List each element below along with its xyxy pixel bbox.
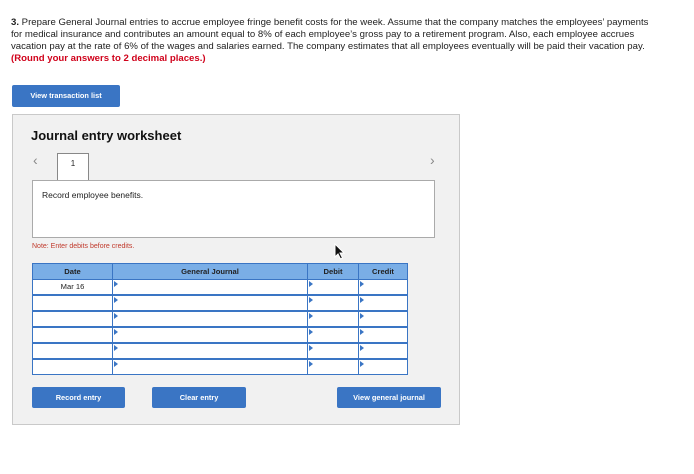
cell-marker-icon xyxy=(360,313,364,319)
debit-input[interactable] xyxy=(308,312,358,326)
cell-marker-icon xyxy=(114,329,118,335)
general-journal-input[interactable] xyxy=(113,296,307,310)
cell-marker-icon xyxy=(360,345,364,351)
question-number: 3. xyxy=(11,17,20,28)
credit-input[interactable] xyxy=(359,360,407,374)
date-cell[interactable] xyxy=(33,312,112,326)
date-cell[interactable] xyxy=(33,328,112,342)
cell-marker-icon xyxy=(309,313,313,319)
general-journal-input[interactable] xyxy=(113,280,307,294)
cell-marker-icon xyxy=(309,281,313,287)
cell-marker-icon xyxy=(360,329,364,335)
credit-input[interactable] xyxy=(359,312,407,326)
credit-input[interactable] xyxy=(359,296,407,310)
chevron-left-icon[interactable]: ‹ xyxy=(33,152,38,168)
view-general-journal-button[interactable]: View general journal xyxy=(337,387,441,408)
tab-1[interactable]: 1 xyxy=(57,153,89,180)
question-text xyxy=(11,17,651,65)
rounding-instruction: (Round your answers to 2 decimal places.) xyxy=(11,53,206,64)
credit-input[interactable] xyxy=(359,344,407,358)
general-journal-input[interactable] xyxy=(113,328,307,342)
cell-marker-icon xyxy=(309,329,313,335)
cell-marker-icon xyxy=(360,297,364,303)
date-cell[interactable] xyxy=(33,360,112,374)
chevron-right-icon[interactable]: › xyxy=(430,152,435,168)
header-debit: Debit xyxy=(308,264,358,279)
header-date: Date xyxy=(33,264,112,279)
header-credit: Credit xyxy=(359,264,407,279)
cell-marker-icon xyxy=(114,361,118,367)
cell-marker-icon xyxy=(360,281,364,287)
debit-credit-note: Note: Enter debits before credits. xyxy=(32,243,135,250)
cell-marker-icon xyxy=(114,281,118,287)
cell-marker-icon xyxy=(114,345,118,351)
credit-input[interactable] xyxy=(359,328,407,342)
date-cell-value: Mar 16 xyxy=(60,282,85,291)
view-transaction-list-button[interactable]: View transaction list xyxy=(12,85,120,107)
cell-marker-icon xyxy=(309,361,313,367)
general-journal-input[interactable] xyxy=(113,360,307,374)
debit-input[interactable] xyxy=(308,344,358,358)
credit-input[interactable] xyxy=(359,280,407,294)
debit-input[interactable] xyxy=(308,328,358,342)
entry-description-box xyxy=(32,180,435,238)
header-general-journal: General Journal xyxy=(113,264,307,279)
cell-marker-icon xyxy=(114,313,118,319)
debit-input[interactable] xyxy=(308,360,358,374)
mouse-cursor-icon xyxy=(334,243,346,260)
cell-marker-icon xyxy=(309,345,313,351)
clear-entry-button[interactable]: Clear entry xyxy=(152,387,246,408)
date-cell[interactable] xyxy=(33,296,112,310)
date-cell[interactable] xyxy=(33,280,112,294)
cell-marker-icon xyxy=(114,297,118,303)
date-cell[interactable] xyxy=(33,344,112,358)
worksheet-title: Journal entry worksheet xyxy=(31,128,182,143)
debit-input[interactable] xyxy=(308,296,358,310)
debit-input[interactable] xyxy=(308,280,358,294)
general-journal-input[interactable] xyxy=(113,312,307,326)
entry-description: Record employee benefits. xyxy=(42,190,144,200)
journal-table xyxy=(32,263,408,375)
question-body: Prepare General Journal entries to accrue employee fringe benefit costs for the week. Assume that the company matches the employees’ payments for medical insurance and contributes an amount equal to 8% of each employee’s gross pay to a retirement program. Also, each employee accrues vacation pay at the rate of 6% of the wages and salaries earned. The company estimates that all employees eventually will be paid their vacation pay. xyxy=(11,17,649,52)
general-journal-input[interactable] xyxy=(113,344,307,358)
cell-marker-icon xyxy=(360,361,364,367)
cell-marker-icon xyxy=(309,297,313,303)
record-entry-button[interactable]: Record entry xyxy=(32,387,125,408)
